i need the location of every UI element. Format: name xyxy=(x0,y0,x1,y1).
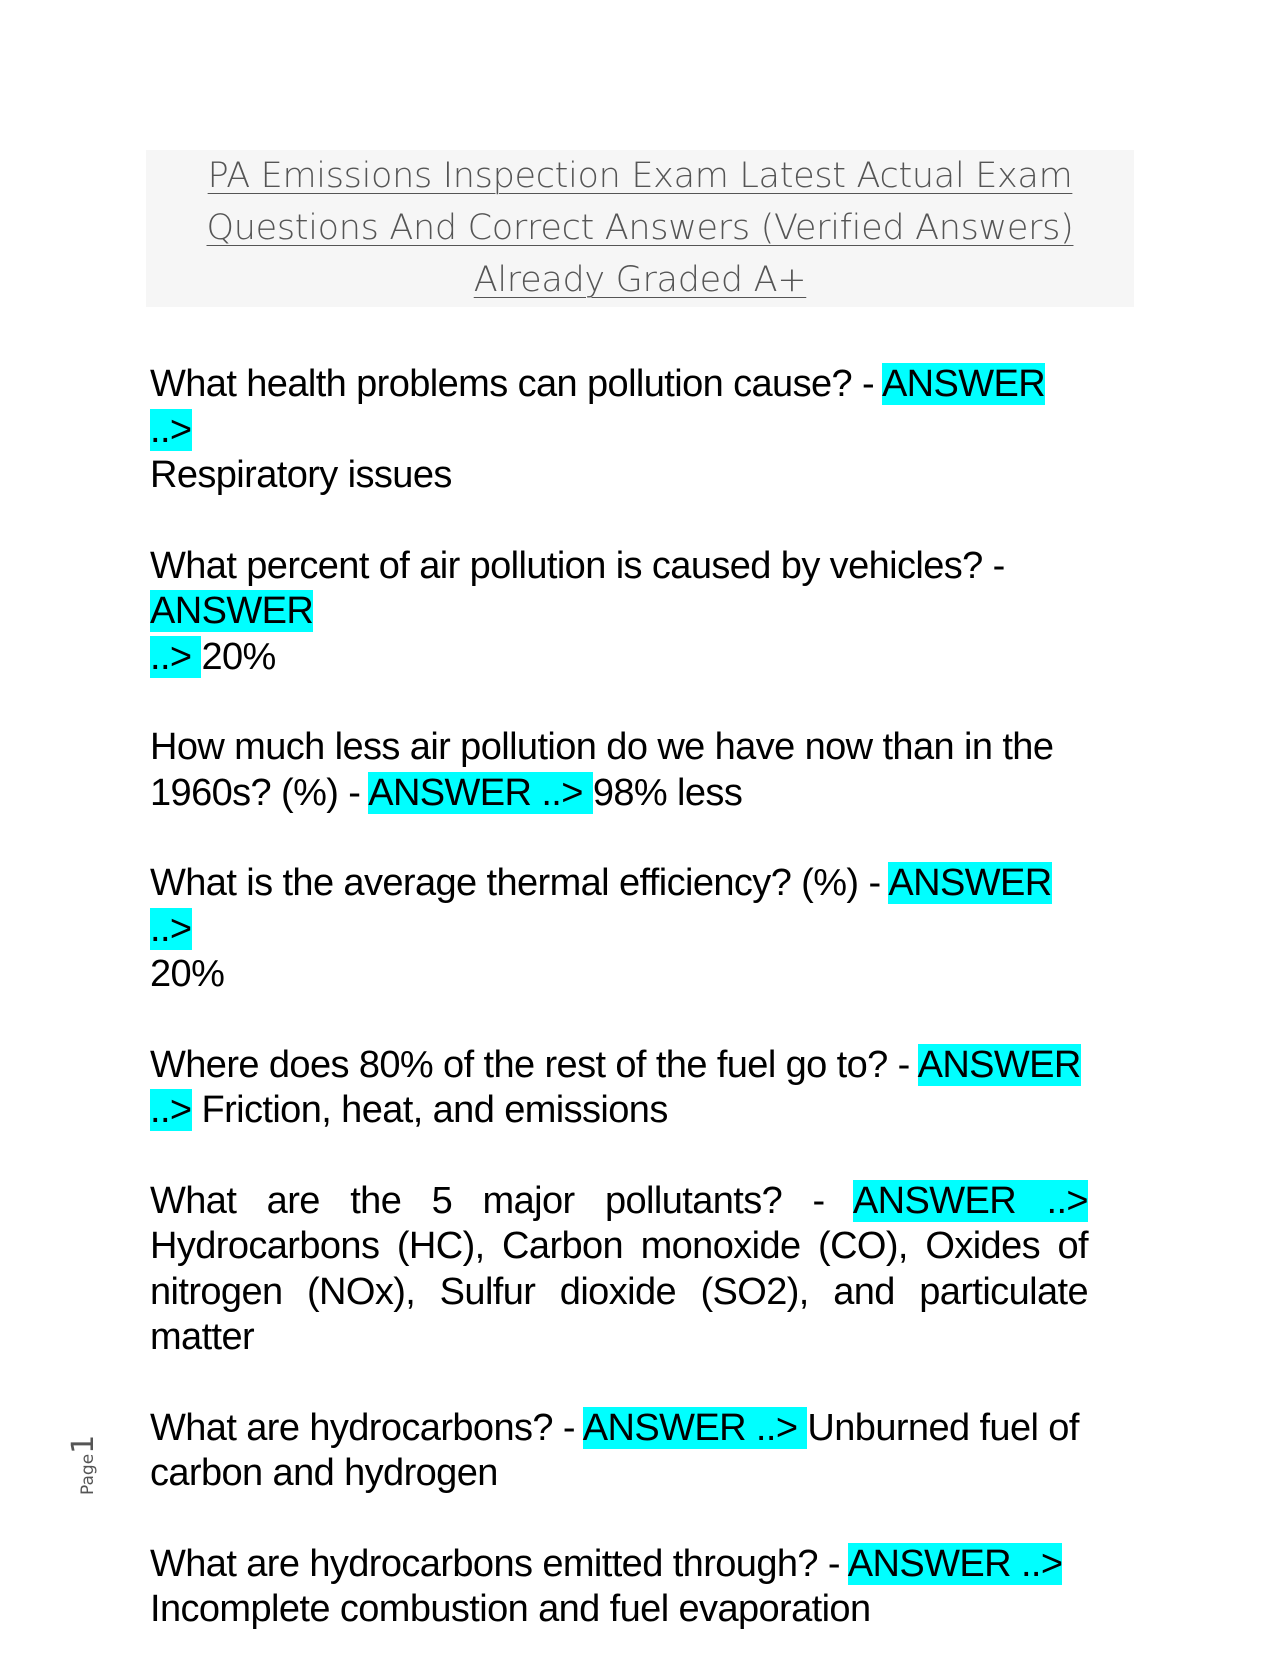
question-text: What is the average thermal efficiency? (%) - xyxy=(150,862,889,904)
question-text: How much less air pollution do we have now than in the 1960s? (%) - xyxy=(150,726,1054,814)
title-line-3: Already Graded A+ xyxy=(473,260,807,300)
title-line-1: PA Emissions Inspection Exam Latest Actual Exam xyxy=(207,156,1073,196)
question-text: What are hydrocarbons? - xyxy=(150,1406,583,1449)
qa-list xyxy=(150,362,1088,1678)
answer-marker-arrow: ..> xyxy=(150,635,202,678)
page-number-value: 1 xyxy=(66,1434,101,1454)
answer-marker: ANSWER xyxy=(150,590,314,632)
question-text: What are the 5 major pollutants? - xyxy=(150,1179,853,1222)
title-line-2: Questions And Correct Answers (Verified Answers) xyxy=(206,208,1074,248)
answer-text: Unburned fuel of carbon and hydrogen xyxy=(150,1406,1079,1494)
answer-text: Hydrocarbons (HC), Carbon monoxide (CO), Oxides of nitrogen (NOx), Sulfur dioxide (SO2), and particulate matter xyxy=(150,1225,1088,1358)
question-text: What health problems can pollution cause? - xyxy=(150,363,882,405)
answer-text: 20% xyxy=(150,953,225,995)
answer-marker: ANSWER ..> xyxy=(847,1542,1063,1585)
answer-text: 20% xyxy=(201,635,276,678)
answer-text: 98% less xyxy=(592,771,743,814)
answer-marker: ANSWER ..> xyxy=(852,1179,1088,1222)
answer-marker: ANSWER ..> xyxy=(582,1406,808,1449)
question-text: What are hydrocarbons emitted through? - xyxy=(150,1542,848,1585)
qa-item xyxy=(150,725,1088,816)
qa-item xyxy=(150,1179,1088,1361)
document-title-box xyxy=(146,150,1134,307)
answer-marker: ANSWER xyxy=(917,1043,1081,1086)
answer-marker: ANSWER ..> xyxy=(150,363,1046,451)
qa-item xyxy=(150,1043,1088,1134)
page-label: Page xyxy=(78,1453,98,1495)
qa-item xyxy=(150,362,1088,499)
qa-item xyxy=(150,861,1088,998)
answer-text: Respiratory issues xyxy=(150,454,452,496)
qa-item xyxy=(150,544,1088,681)
answer-marker: ANSWER ..> xyxy=(368,771,593,814)
qa-item xyxy=(150,1542,1088,1633)
question-text: Where does 80% of the rest of the fuel go to? - xyxy=(150,1043,918,1086)
answer-text: Incomplete combustion and fuel evaporation xyxy=(150,1588,871,1630)
question-text: What percent of air pollution is caused by vehicles? - xyxy=(150,544,1005,587)
answer-text: Friction, heat, and emissions xyxy=(191,1089,668,1131)
answer-marker-arrow: ..> xyxy=(150,1089,192,1131)
answer-marker: ANSWER ..> xyxy=(150,862,1052,950)
qa-item xyxy=(150,1406,1088,1497)
page-number xyxy=(66,1435,101,1495)
